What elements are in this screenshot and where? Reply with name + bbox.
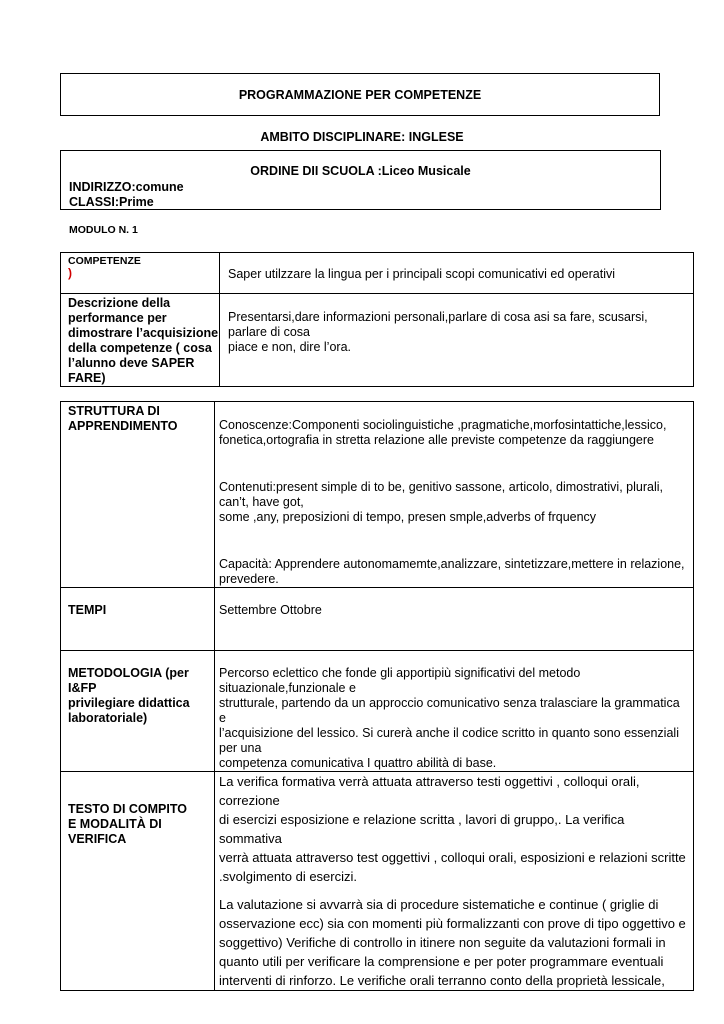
competenze-label: COMPETENZE <box>68 255 141 267</box>
verifica-para2-line: interventi di rinforzo. Le verifiche orali terranno conto della proprietà lessicale, <box>219 973 665 988</box>
ambito-disciplinare: AMBITO DISCIPLINARE: INGLESE <box>260 130 464 144</box>
metodologia-line: l’acquisizione del lessico. Si curerà anche il codice scritto in quanto sono essenziali per una <box>219 726 679 755</box>
table-row <box>61 772 694 991</box>
metodologia-value-cell <box>215 651 694 772</box>
verifica-para2-line: La valutazione si avvarrà sia di procedure sistematiche e continue ( griglie di <box>219 897 659 912</box>
table-row <box>61 402 694 588</box>
metodologia-line: competenza comunicativa I quattro abilità di base. <box>219 756 497 770</box>
struttura-table <box>60 401 694 991</box>
descrizione-label-line: della competenze ( cosa <box>68 341 212 355</box>
competenze-marker: ) <box>68 266 72 280</box>
tempi-label: TEMPI <box>68 603 107 617</box>
descrizione-value-cell <box>220 294 694 387</box>
descrizione-label-line: performance per <box>68 311 167 325</box>
verifica-para2-line: soggettivo) Verifiche di controllo in itinere non seguite da valutazioni formali in <box>219 935 666 950</box>
competenze-value: Saper utilzzare la lingua per i principali scopi comunicativi ed operativi <box>228 267 615 281</box>
ordine-divider <box>60 209 661 210</box>
descrizione-label-line: FARE) <box>68 371 106 385</box>
ordine-scuola: ORDINE DII SCUOLA :Liceo Musicale <box>250 164 471 178</box>
descrizione-label-line: l’alunno deve SAPER <box>68 356 195 370</box>
metodologia-label-cell <box>61 651 215 772</box>
document-title: PROGRAMMAZIONE PER COMPETENZE <box>238 87 482 102</box>
struttura-value-cell <box>215 402 694 588</box>
metodologia-line: strutturale, partendo da un approccio comunicativo senza tralasciare la grammatica e <box>219 696 680 725</box>
table-row <box>61 588 694 651</box>
ordine-box <box>60 150 661 210</box>
verifica-label-line: TESTO DI COMPITO <box>68 802 187 816</box>
struttura-label-cell <box>61 402 215 588</box>
conoscenze-line: fonetica,ortografia in stretta relazione alle previste competenze da raggiungere <box>219 433 654 447</box>
document-title-box <box>60 73 660 116</box>
metodologia-label-line: METODOLOGIA (per I&FP <box>68 666 189 695</box>
metodologia-line: Percorso eclettico che fonde gli apportipiù significativi del metodo situazionale,funzionale e <box>219 666 581 695</box>
verifica-para1-line: .svolgimento di esercizi. <box>219 869 357 884</box>
tempi-label-cell <box>61 588 215 651</box>
verifica-para1-line: verrà attuata attraverso test oggettivi , colloqui orali, esposizioni e relazioni scritte <box>219 850 686 865</box>
descrizione-label-cell <box>61 294 220 387</box>
descrizione-label-line: Descrizione della <box>68 296 171 310</box>
tempi-value: Settembre Ottobre <box>219 603 322 617</box>
metodologia-label-line: privilegiare didattica <box>68 696 190 710</box>
table-row <box>61 294 694 387</box>
verifica-para2-line: quanto utili per verificare la comprensione e per poter programmare eventuali <box>219 954 664 969</box>
descrizione-value-line: Presentarsi,dare informazioni personali,parlare di cosa asi sa fare, scusarsi, parlare di cosa <box>228 310 648 339</box>
modulo-number: MODULO N. 1 <box>69 224 138 236</box>
verifica-value-cell <box>215 772 694 991</box>
table-row <box>61 651 694 772</box>
struttura-label-line: APPRENDIMENTO <box>68 419 178 433</box>
table-row <box>61 253 694 294</box>
contenuti-line: some ,any, preposizioni di tempo, presen smple,adverbs of frquency <box>219 510 597 524</box>
tempi-value-cell <box>215 588 694 651</box>
verifica-para1-line: La verifica formativa verrà attuata attraverso testi oggettivi , colloqui orali, correzione <box>219 774 640 808</box>
verifica-para1-line: di esercizi esposizione e relazione scritta , lavori di gruppo,. La verifica sommativa <box>219 812 625 846</box>
competenze-table <box>60 252 694 387</box>
descrizione-label-line: dimostrare l’acquisizione <box>68 326 219 340</box>
capacita-text: Capacità: Apprendere autonomamemte,analizzare, sintetizzare,mettere in relazione, prevedere. <box>219 557 685 586</box>
competenze-value-cell <box>220 253 694 294</box>
contenuti-line: Contenuti:present simple di to be, genitivo sassone, articolo, dimostrativi, plurali, can’t, have got, <box>219 480 663 509</box>
verifica-label-line: E MODALITÀ DI VERIFICA <box>68 817 162 846</box>
struttura-label-line: STRUTTURA DI <box>68 404 160 418</box>
descrizione-value-line: piace e non, dire l’ora. <box>228 340 351 354</box>
verifica-para2-line: osservazione ecc) sia con momenti più formalizzanti con prove di tipo oggettivo e <box>219 916 686 931</box>
metodologia-label-line: laboratoriale) <box>68 711 148 725</box>
classi: CLASSI:Prime <box>69 195 154 209</box>
indirizzo: INDIRIZZO:comune <box>69 180 184 194</box>
conoscenze-line: Conoscenze:Componenti sociolinguistiche ,pragmatiche,morfosintattiche,lessico, <box>219 418 667 432</box>
competenze-label-cell <box>61 253 220 294</box>
verifica-label-cell <box>61 772 215 991</box>
